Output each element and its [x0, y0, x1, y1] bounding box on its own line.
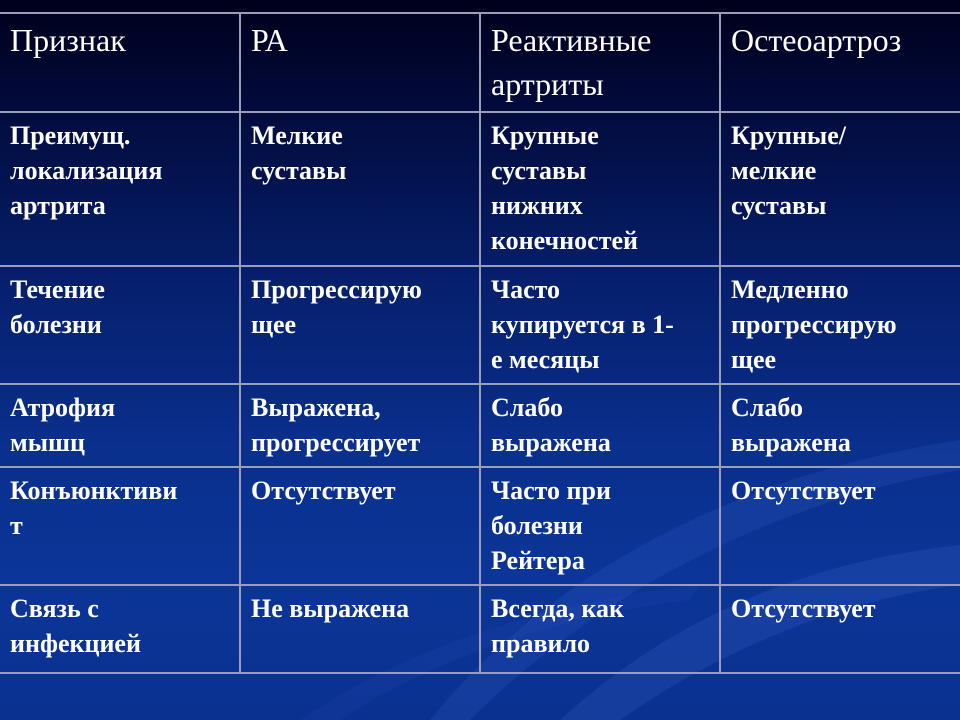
table-cell: Не выражена [240, 585, 480, 673]
table-cell: Крупные/ мелкие суставы [720, 112, 960, 266]
table-cell: Часто купируется в 1- е месяцы [480, 266, 720, 384]
table-row [0, 266, 960, 384]
header-row [0, 13, 960, 112]
table-cell: Слабо выражена [480, 384, 720, 467]
header-cell-sign: Признак [0, 13, 240, 112]
table-cell: Крупные суставы нижних конечностей [480, 112, 720, 266]
table-cell: Связь с инфекцией [0, 585, 240, 673]
table-cell: Часто при болезни Рейтера [480, 467, 720, 585]
table-row [0, 112, 960, 266]
table-cell: Мелкие суставы [240, 112, 480, 266]
table-row [0, 467, 960, 585]
table-cell: Отсутствует [240, 467, 480, 585]
table-cell: Выражена, прогрессирует [240, 384, 480, 467]
table-cell: Преимущ. локализация артрита [0, 112, 240, 266]
table-cell: Прогрессирую щее [240, 266, 480, 384]
table-cell: Всегда, как правило [480, 585, 720, 673]
table-row [0, 384, 960, 467]
table-cell: Отсутствует [720, 585, 960, 673]
table-cell: Слабо выражена [720, 384, 960, 467]
table-cell: Конъюнктиви т [0, 467, 240, 585]
header-cell-reactive-arthritis: Реактивные артриты [480, 13, 720, 112]
header-cell-ra: РА [240, 13, 480, 112]
table-cell: Медленно прогрессирую щее [720, 266, 960, 384]
table-row [0, 585, 960, 673]
comparison-table [0, 12, 960, 674]
table-cell: Отсутствует [720, 467, 960, 585]
table-cell: Атрофия мышц [0, 384, 240, 467]
table-cell: Течение болезни [0, 266, 240, 384]
header-cell-osteoarthritis: Остеоартроз [720, 13, 960, 112]
